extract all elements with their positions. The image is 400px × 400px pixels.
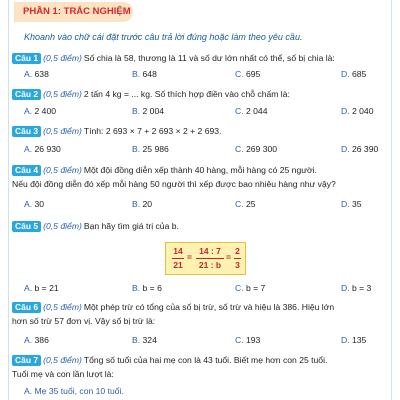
fraction-equation-box: [165, 242, 246, 275]
option-c[interactable]: C. b = 7: [235, 283, 266, 293]
option-d[interactable]: D. 2 040: [341, 106, 374, 116]
equals-sign: =: [187, 252, 192, 262]
question-badge: Câu 6: [12, 302, 41, 313]
question-2: [12, 88, 388, 102]
question-text: Số chia là 58, thương là 11 và số dư lớn nhất có thể, số bị chia là:: [83, 53, 335, 63]
equals-sign: =: [226, 252, 231, 262]
question-text: Tổng số tuổi của hai mẹ con là 43 tuổi. Biết mẹ hơn con 25 tuổi.: [83, 355, 328, 365]
option-c[interactable]: C. 2 044: [235, 106, 268, 116]
option-c[interactable]: C. 269 300: [235, 144, 278, 154]
option-c[interactable]: C. 695: [235, 69, 261, 79]
options-row-2: [24, 106, 394, 118]
option-c[interactable]: C. 193: [235, 335, 261, 345]
option-a[interactable]: A. Mẹ 35 tuổi, con 10 tuổi.: [24, 386, 124, 396]
option-a[interactable]: A. b = 21: [24, 283, 59, 293]
question-points: (0,5 điểm): [43, 53, 82, 63]
fraction-14-21: 14 21: [173, 246, 183, 270]
option-a[interactable]: A. 638: [24, 69, 49, 79]
option-d[interactable]: D. 135: [341, 335, 367, 345]
option-b[interactable]: B. 20: [132, 199, 153, 209]
option-b[interactable]: B. b = 6: [132, 283, 162, 293]
question-text: Một phép trừ có tổng của số bị trừ, số trừ và hiệu là 386. Hiệu lớn: [83, 302, 335, 312]
instruction-text: Khoanh vào chữ cái đặt trước câu trả lời đúng hoặc làm theo yêu cầu.: [24, 32, 303, 42]
option-d[interactable]: D. 685: [341, 69, 367, 79]
fraction-2-3: 2 3: [235, 246, 240, 270]
question-badge: Câu 5: [12, 221, 41, 232]
question-7-line-2: Tuổi mẹ và con lần lượt là:: [12, 369, 114, 379]
option-c[interactable]: C. 25: [235, 199, 256, 209]
option-a[interactable]: A. 30: [24, 199, 45, 209]
question-points: (0,5 điểm): [43, 302, 82, 312]
question-badge: Câu 2: [12, 89, 41, 100]
question-badge: Câu 3: [12, 126, 41, 137]
question-points: (0,5 điểm): [43, 355, 82, 365]
option-b[interactable]: B. 2 004: [132, 106, 165, 116]
question-1: [12, 52, 388, 66]
section-header: PHẦN 1: TRẮC NGHIỆM: [14, 2, 133, 22]
question-text: 2 tấn 4 kg = ... kg. Số thích hợp điền vào chỗ chấm là:: [83, 89, 290, 99]
fraction-14-7-21-b: 14 : 7 21 : b: [196, 246, 224, 271]
option-b[interactable]: B. 25 986: [132, 144, 169, 154]
question-6: [12, 301, 388, 315]
option-d[interactable]: D. 35: [341, 199, 362, 209]
question-5: [12, 220, 388, 234]
options-row-6: [24, 335, 394, 347]
option-a[interactable]: A. 2 400: [24, 106, 57, 116]
option-d[interactable]: D. 26 390: [341, 144, 379, 154]
question-points: (0,5 điểm): [43, 126, 82, 136]
option-d[interactable]: D. b = 3: [341, 283, 372, 293]
question-badge: Câu 7: [12, 355, 41, 366]
question-points: (0,5 điểm): [43, 165, 82, 175]
question-badge: Câu 4: [12, 165, 41, 176]
question-badge: Câu 1: [12, 53, 41, 64]
options-row-1: [24, 69, 394, 81]
options-row-3: [24, 144, 394, 156]
option-a[interactable]: A. 26 930: [24, 144, 61, 154]
question-4-line-2: Nếu đội đồng diễn đó xếp mỗi hàng 50 người thì xếp được bao nhiêu hàng như vậy?: [12, 179, 336, 189]
question-text: Bạn hãy tìm giá trị của b.: [83, 221, 179, 231]
option-b[interactable]: B. 648: [132, 69, 157, 79]
question-text: Tính: 2 693 × 7 + 2 693 × 2 + 2 693.: [83, 126, 222, 136]
option-a[interactable]: A. 386: [24, 335, 49, 345]
question-7: [12, 354, 388, 368]
option-b[interactable]: B. 324: [132, 335, 157, 345]
question-points: (0,5 điểm): [43, 89, 82, 99]
question-text: Một đội đồng diễn xếp thành 40 hàng, mỗi hàng có 25 người.: [83, 165, 317, 175]
question-6-line-2: hơn số trừ 57 đơn vị. Vậy số bị trừ là:: [12, 316, 156, 326]
question-4: [12, 164, 388, 178]
options-row-5: [24, 283, 394, 295]
question-points: (0,5 điểm): [43, 221, 82, 231]
question-3: [12, 125, 388, 139]
options-row-4: [24, 199, 394, 211]
